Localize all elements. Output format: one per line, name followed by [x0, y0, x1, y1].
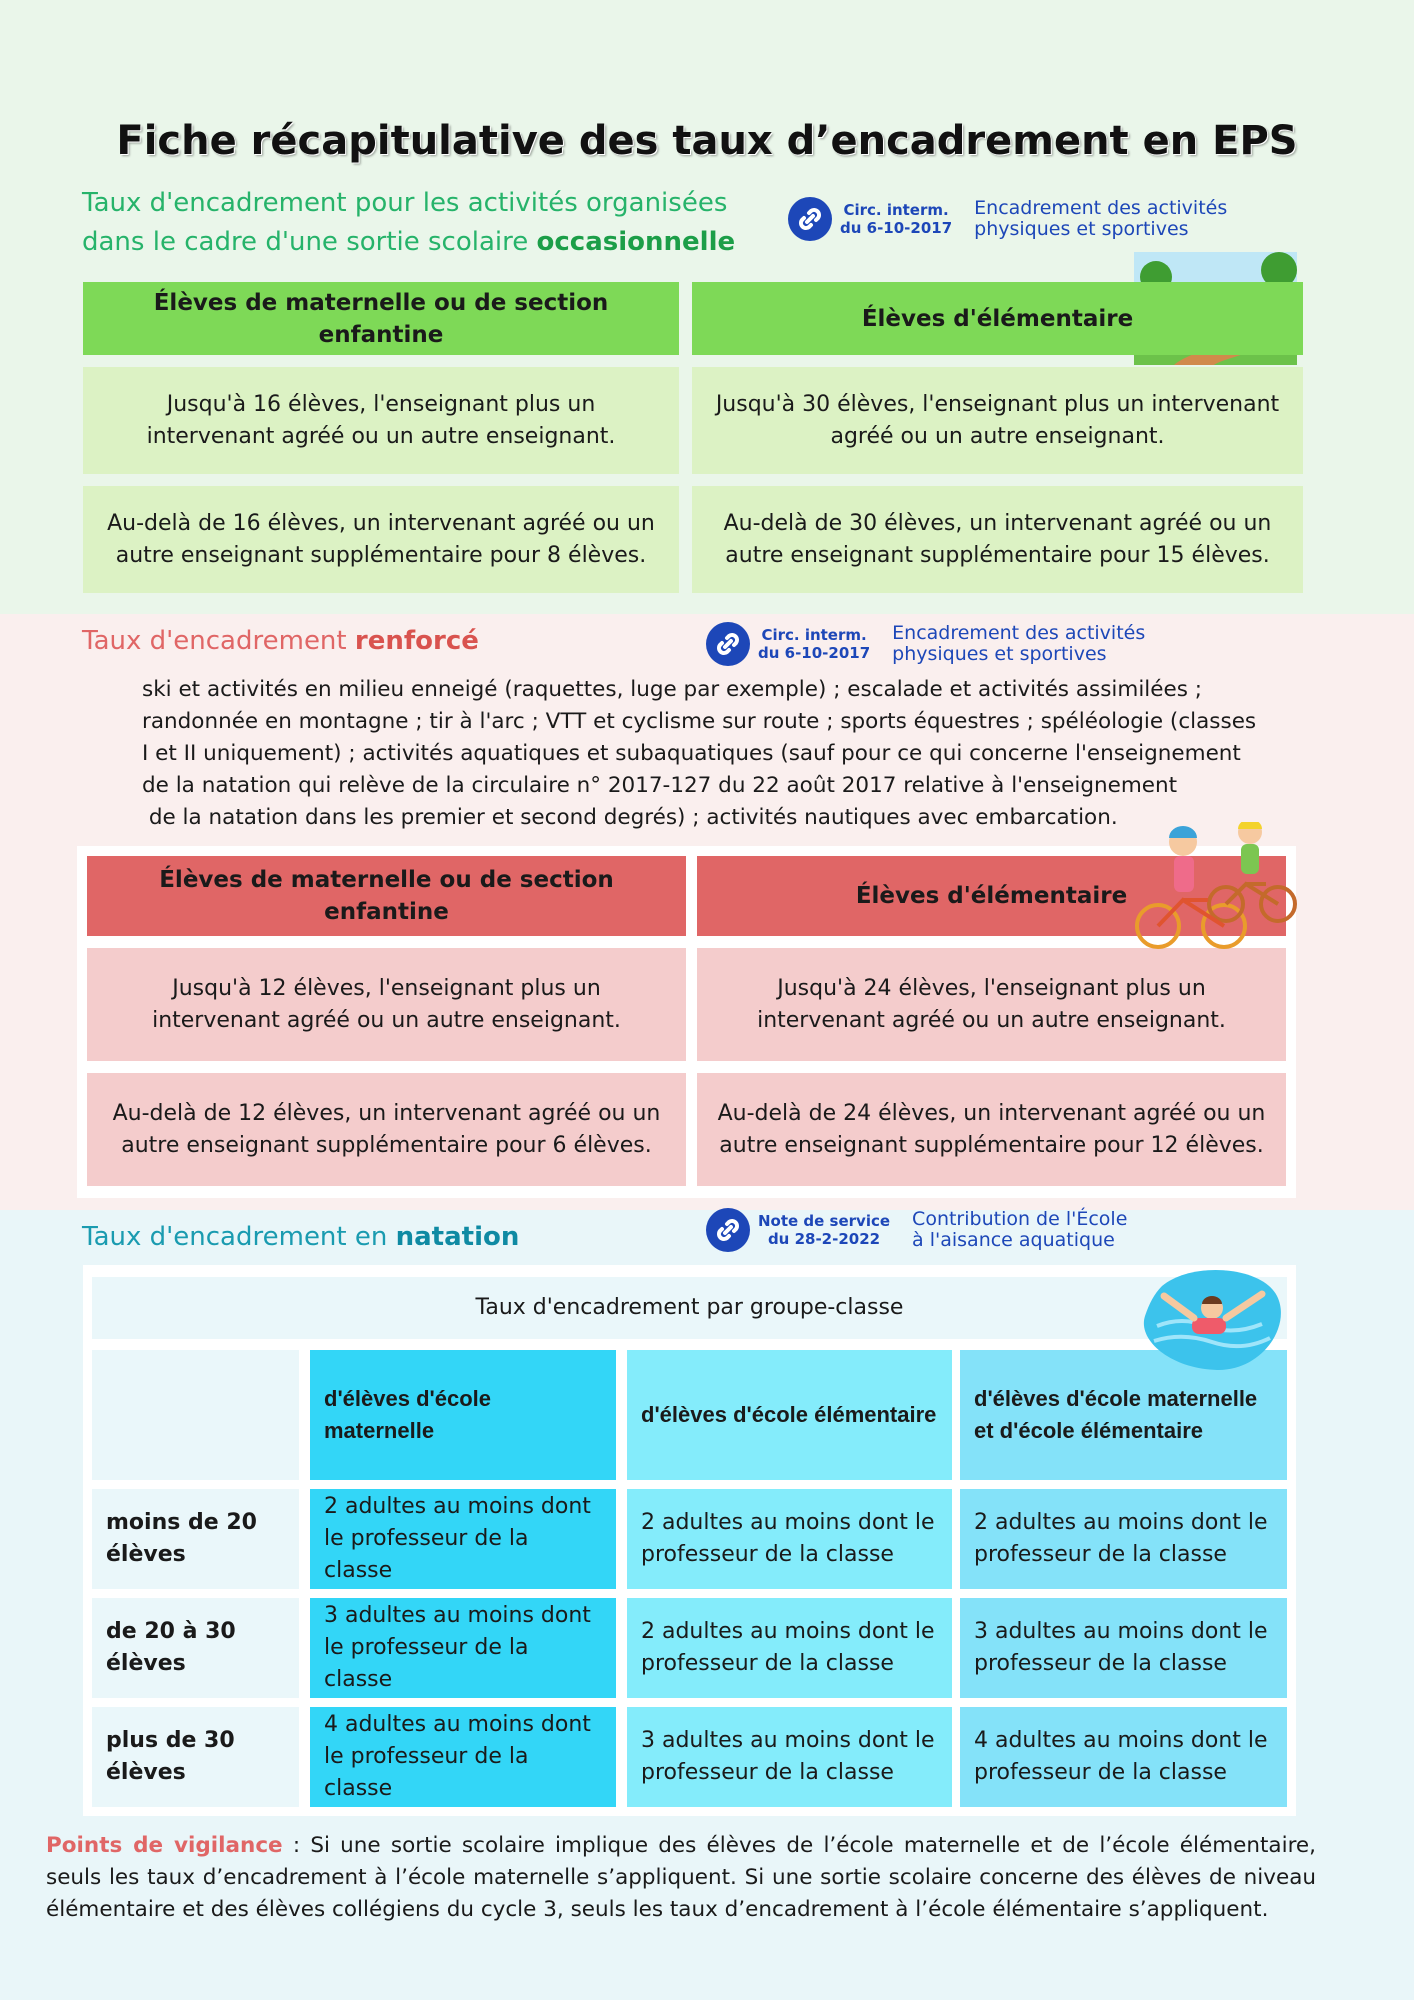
section3-reference-title: Contribution de l'École à l'aisance aquatique [912, 1208, 1128, 1251]
section3-header-maternelle: d'élèves d'école maternelle [310, 1350, 616, 1480]
section1-cell-r2-c2: Au-delà de 30 élèves, un intervenant agréé ou un autre enseignant supplémentaire pour 15 élèves. [692, 486, 1303, 593]
section3-reference-link[interactable] [706, 1208, 1127, 1252]
section1-cell-r1-c1: Jusqu'à 16 élèves, l'enseignant plus un intervenant agréé ou un autre enseignant. [83, 367, 679, 474]
section2-reference-id: Circ. interm. du 6-10-2017 [758, 626, 871, 662]
section3-cell-r3-c2: 3 adultes au moins dont le professeur de la classe [627, 1707, 952, 1807]
section3-cell-r2-c2: 2 adultes au moins dont le professeur de la classe [627, 1598, 952, 1698]
section3-row-label: plus de 30 élèves [92, 1707, 299, 1807]
section2-cell-r2-c1: Au-delà de 12 élèves, un intervenant agréé ou un autre enseignant supplémentaire pour 6 élèves. [87, 1073, 686, 1186]
link-icon [706, 622, 750, 666]
link-icon [706, 1208, 750, 1252]
section2-heading: Taux d'encadrement renforcé [82, 626, 479, 656]
section3-reference-id: Note de service du 28-2-2022 [758, 1212, 891, 1248]
vigilance-note [46, 1830, 1316, 1926]
section3-corner-cell [92, 1350, 299, 1480]
section2-header-maternelle: Élèves de maternelle ou de section enfantine [87, 856, 686, 936]
vigilance-lead: Points de vigilance [46, 1833, 283, 1858]
section3-row-label: moins de 20 élèves [92, 1489, 299, 1589]
section1-cell-r2-c1: Au-delà de 16 élèves, un intervenant agréé ou un autre enseignant supplémentaire pour 8 élèves. [83, 486, 679, 593]
section1-heading-line1: Taux d'encadrement pour les activités organisées [82, 188, 728, 218]
vigilance-text: : Si une sortie scolaire implique des élèves de l’école maternelle et de l’école élémentaire, seuls les taux d’encadrement à l’école maternelle s’appliquent. Si une sortie scolaire concerne des élèves de niveau élémentaire et des élèves collégiens du cycle 3, seuls les taux d’encadrement à l’école élémentaire s’appliquent. [46, 1833, 1316, 1922]
section1-heading [82, 184, 735, 262]
section3-cell-r1-c1: 2 adultes au moins dont le professeur de la classe [310, 1489, 616, 1589]
section3-row-label: de 20 à 30 élèves [92, 1598, 299, 1698]
section3-header-mixte: d'élèves d'école maternelle et d'école élémentaire [960, 1350, 1287, 1480]
section3-cell-r3-c3: 4 adultes au moins dont le professeur de la classe [960, 1707, 1287, 1807]
section1-heading-line2: dans le cadre d'une sortie scolaire occasionnelle [82, 227, 736, 257]
section1-reference-id: Circ. interm. du 6-10-2017 [840, 201, 953, 237]
section2-reference-title: Encadrement des activités physiques et sportives [892, 622, 1146, 665]
section3-cell-r3-c1: 4 adultes au moins dont le professeur de la classe [310, 1707, 616, 1807]
section3-cell-r2-c3: 3 adultes au moins dont le professeur de la classe [960, 1598, 1287, 1698]
link-icon [788, 197, 832, 241]
section3-cell-r2-c1: 3 adultes au moins dont le professeur de la classe [310, 1598, 616, 1698]
section1-header-elementaire: Élèves d'élémentaire [692, 282, 1303, 355]
section1-reference-link[interactable] [788, 197, 1227, 241]
section2-cell-r1-c1: Jusqu'à 12 élèves, l'enseignant plus un intervenant agréé ou un autre enseignant. [87, 948, 686, 1061]
section3-cell-r1-c2: 2 adultes au moins dont le professeur de la classe [627, 1489, 952, 1589]
section2-reference-link[interactable] [706, 622, 1145, 666]
section3-cell-r1-c3: 2 adultes au moins dont le professeur de la classe [960, 1489, 1287, 1589]
section3-heading: Taux d'encadrement en natation [82, 1222, 520, 1252]
section3-table-caption: Taux d'encadrement par groupe-classe [92, 1277, 1287, 1339]
cyclists-illustration [1128, 822, 1298, 952]
section1-reference-title: Encadrement des activités physiques et sportives [974, 197, 1228, 240]
section2-cell-r2-c2: Au-delà de 24 élèves, un intervenant agréé ou un autre enseignant supplémentaire pour 12 élèves. [697, 1073, 1286, 1186]
section2-cell-r1-c2: Jusqu'à 24 élèves, l'enseignant plus un intervenant agréé ou un autre enseignant. [697, 948, 1286, 1061]
section1-cell-r1-c2: Jusqu'à 30 élèves, l'enseignant plus un intervenant agréé ou un autre enseignant. [692, 367, 1303, 474]
section3-header-elementaire: d'élèves d'école élémentaire [627, 1350, 952, 1480]
section1-header-maternelle: Élèves de maternelle ou de section enfantine [83, 282, 679, 355]
section2-activities-list: ski et activités en milieu enneigé (raquettes, luge par exemple) ; escalade et activités assimilées ; randonnée en montagne ; tir à l'arc ; VTT et cyclisme sur route ; sports équestres ; spéléologie (classes I et II uniquement) ; activités aquatiques et subaquatiques (sauf pour ce qui concerne l'enseignement de la natation qui relève de la circulaire n° 2017-127 du 22 août 2017 relative à l'enseignement de la natation dans les premier et second degrés) ; activités nautiques avec embarcation. [142, 677, 1257, 830]
swimmer-illustration [1142, 1266, 1284, 1374]
section2-header-elementaire: Élèves d'élémentaire [697, 856, 1286, 936]
page-title: Fiche récapitulative des taux d’encadrement en EPS [116, 118, 1298, 164]
